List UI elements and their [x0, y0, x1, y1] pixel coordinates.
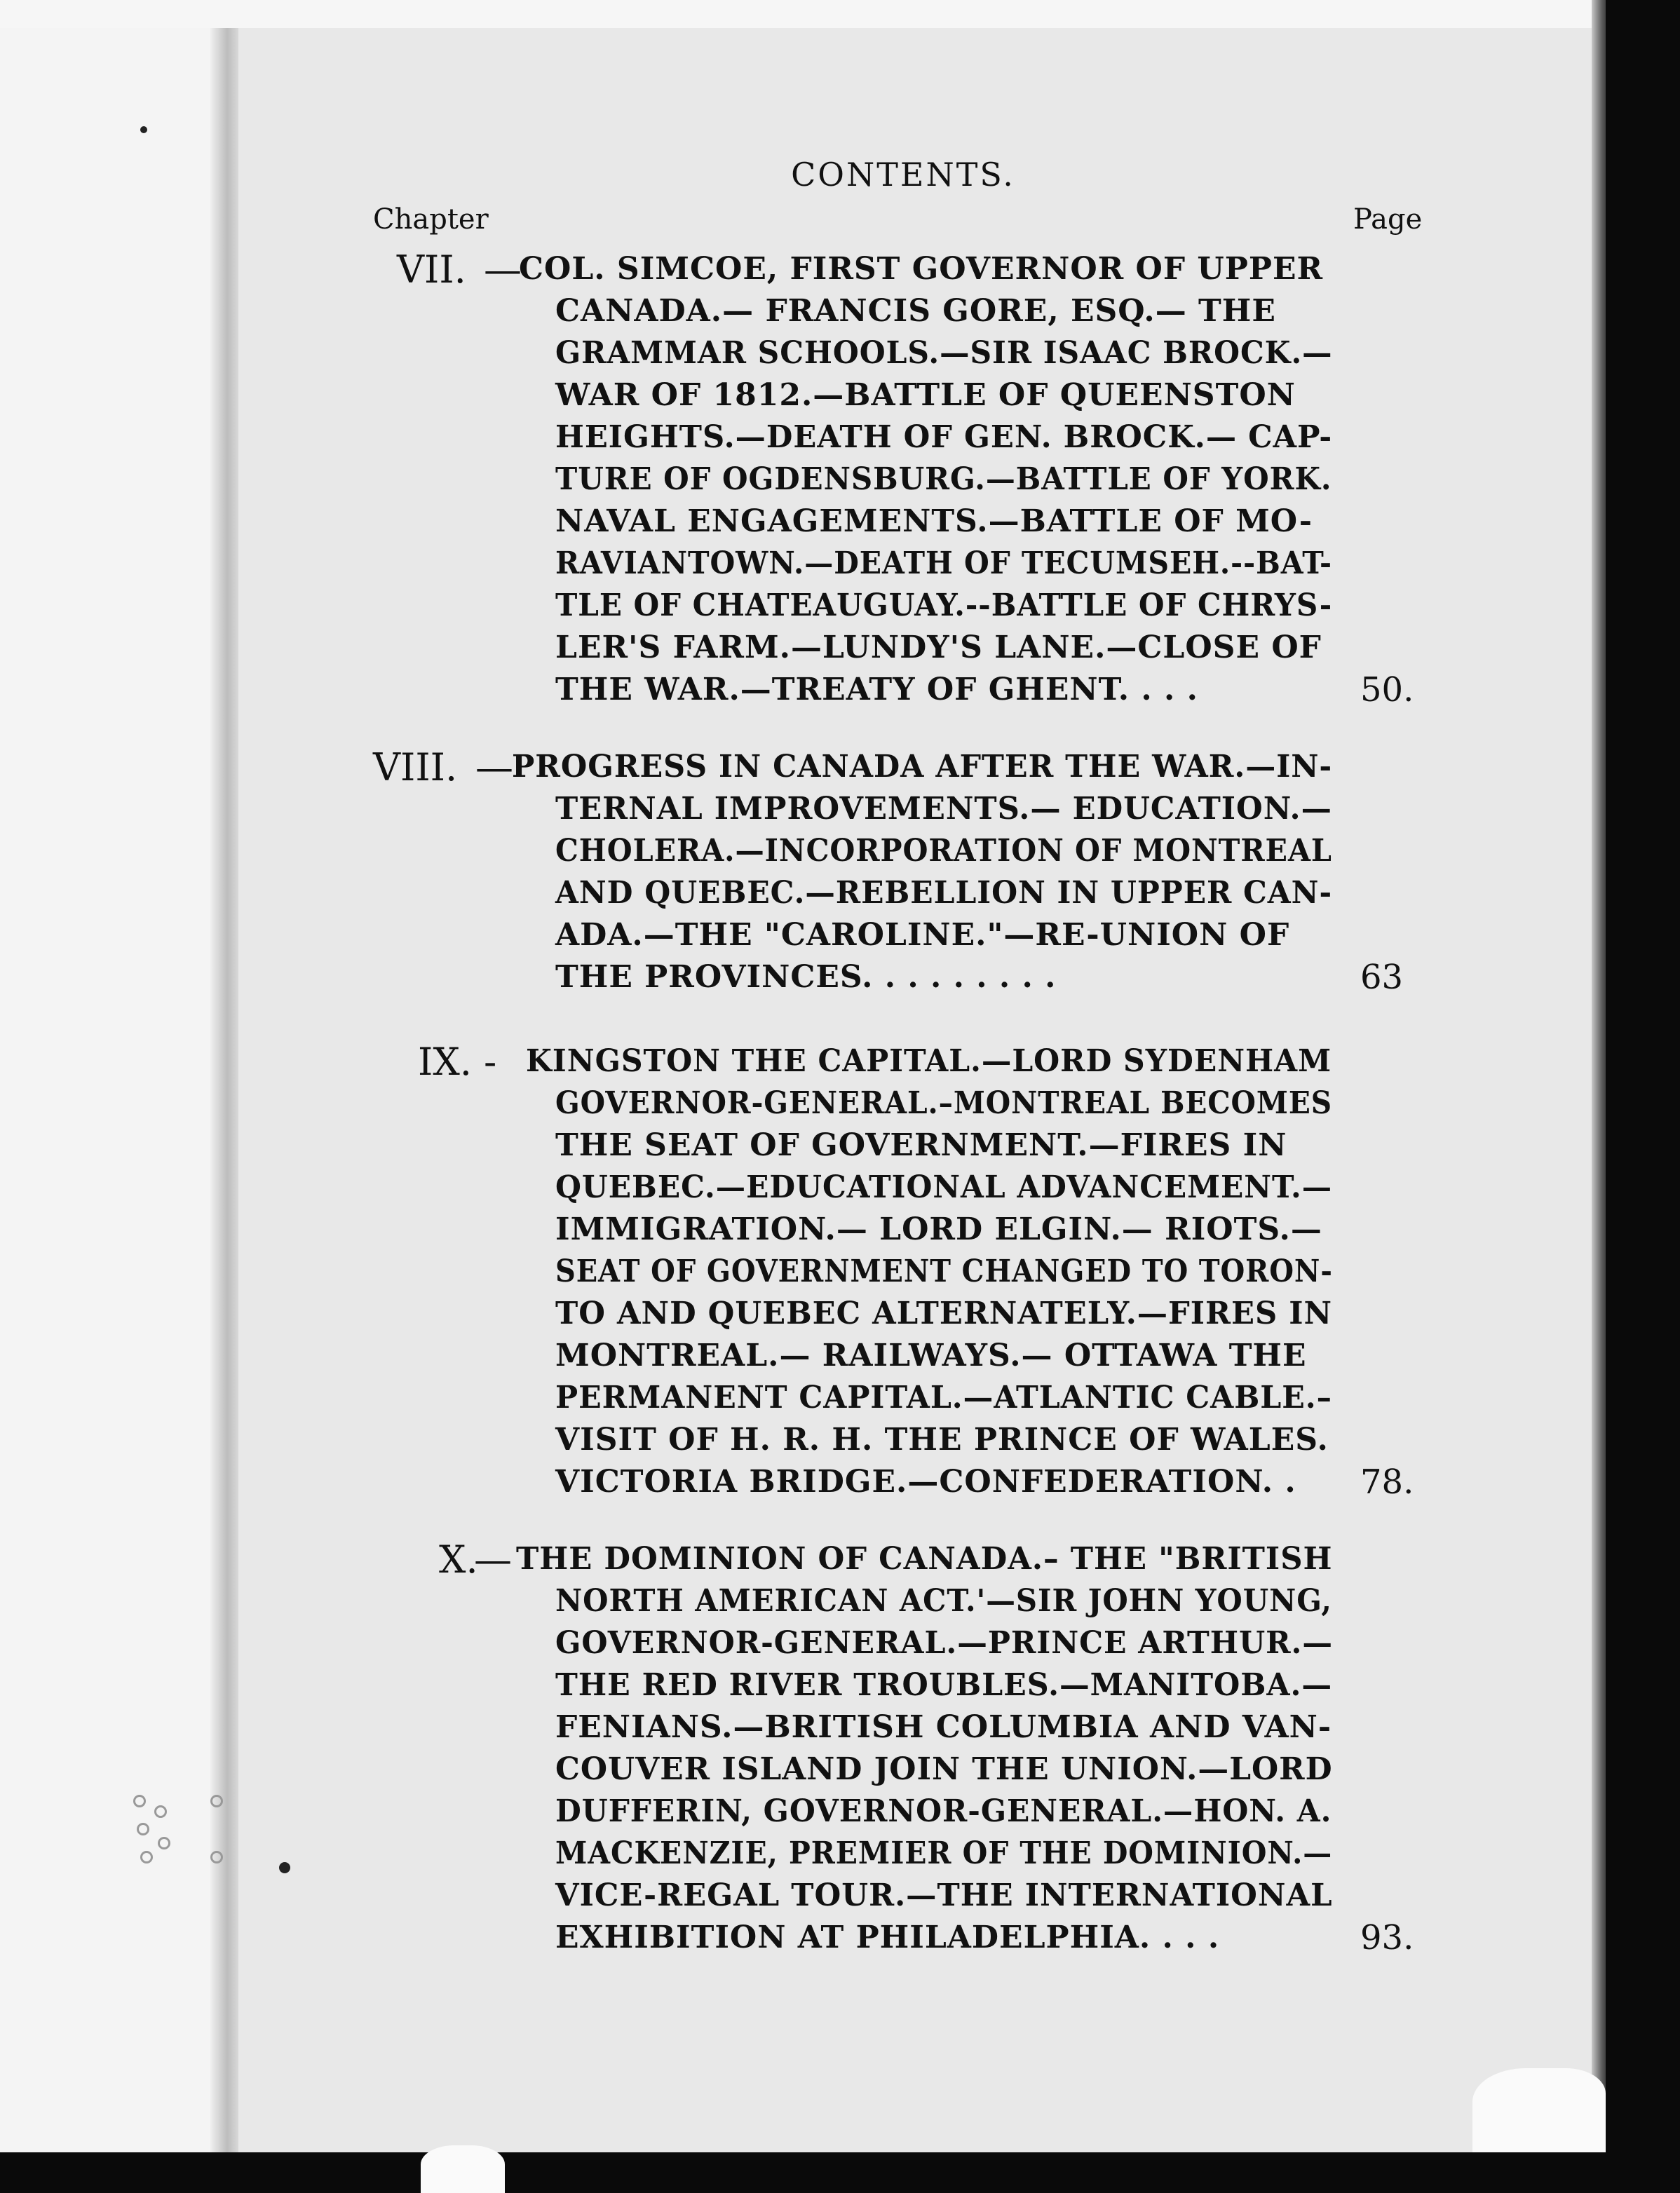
number-dash: —: [484, 247, 522, 292]
number-dash: —: [475, 745, 513, 789]
punch-hole-mark: [133, 1795, 146, 1807]
toc-line: TURE OF OGDENSBURG.—BATTLE OF YORK.: [555, 461, 1332, 497]
toc-line: CHOLERA.—INCORPORATION OF MONTREAL: [555, 833, 1332, 869]
toc-line: ADA.—THE "CAROLINE."—RE-UNION OF: [555, 917, 1290, 953]
chapter-number: X.: [439, 1537, 478, 1582]
page-gutter-shadow: [210, 0, 238, 2193]
scan-blot: [1472, 2068, 1606, 2152]
scan-margin-left: [0, 0, 226, 2193]
chapter-number: VII.: [397, 247, 466, 292]
toc-line: MACKENZIE, PREMIER OF THE DOMINION.—: [555, 1835, 1333, 1871]
toc-line: QUEBEC.—EDUCATIONAL ADVANCEMENT.—: [555, 1169, 1333, 1205]
toc-line: THE WAR.—TREATY OF GHENT. . . .: [555, 672, 1198, 707]
toc-line: TLE OF CHATEAUGUAY.--BATTLE OF CHRYS-: [555, 588, 1333, 623]
toc-line: THE DOMINION OF CANADA.– THE "BRITISH: [516, 1541, 1333, 1577]
page-number: 63: [1360, 958, 1404, 997]
toc-line: PROGRESS IN CANADA AFTER THE WAR.—IN-: [512, 749, 1333, 785]
toc-line: IMMIGRATION.— LORD ELGIN.— RIOTS.—: [555, 1211, 1322, 1247]
punch-hole-mark: [210, 1795, 223, 1807]
toc-line: TO AND QUEBEC ALTERNATELY.—FIRES IN: [555, 1296, 1333, 1331]
number-dash: —: [474, 1537, 512, 1582]
toc-line: GRAMMAR SCHOOLS.—SIR ISAAC BROCK.—: [555, 335, 1333, 371]
toc-line: THE PROVINCES. . . . . . . . .: [555, 959, 1057, 995]
page-title: CONTENTS.: [791, 156, 1015, 194]
punch-hole-mark: [158, 1837, 170, 1849]
toc-line: MONTREAL.— RAILWAYS.— OTTAWA THE: [555, 1338, 1307, 1373]
scan-speck: [279, 1862, 290, 1873]
toc-line: SEAT OF GOVERNMENT CHANGED TO TORON-: [555, 1254, 1333, 1289]
chapter-column-header: Chapter: [373, 203, 489, 236]
toc-line: AND QUEBEC.—REBELLION IN UPPER CAN-: [555, 875, 1333, 911]
scan-border-bottom: [0, 2152, 1680, 2193]
toc-line: THE SEAT OF GOVERNMENT.—FIRES IN: [555, 1127, 1287, 1163]
toc-line: WAR OF 1812.—BATTLE OF QUEENSTON: [555, 377, 1296, 413]
punch-hole-mark: [137, 1823, 149, 1835]
toc-line: HEIGHTS.—DEATH OF GEN. BROCK.— CAP-: [555, 419, 1333, 455]
toc-line: VICE-REGAL TOUR.—THE INTERNATIONAL: [555, 1878, 1333, 1913]
toc-line: FENIANS.—BRITISH COLUMBIA AND VAN-: [555, 1709, 1332, 1745]
scan-blot: [421, 2145, 505, 2193]
toc-line: DUFFERIN, GOVERNOR-GENERAL.—HON. A.: [555, 1793, 1332, 1829]
toc-line: LER'S FARM.—LUNDY'S LANE.—CLOSE OF: [555, 630, 1322, 665]
toc-line: KINGSTON THE CAPITAL.—LORD SYDENHAM: [526, 1043, 1332, 1079]
punch-hole-mark: [140, 1851, 153, 1863]
chapter-number: VIII.: [373, 745, 458, 789]
toc-line: NORTH AMERICAN ACT.'—SIR JOHN YOUNG,: [555, 1583, 1332, 1619]
toc-line: TERNAL IMPROVEMENTS.— EDUCATION.—: [555, 791, 1332, 827]
toc-line: VICTORIA BRIDGE.—CONFEDERATION. .: [555, 1464, 1296, 1500]
punch-hole-mark: [210, 1851, 223, 1863]
toc-line: GOVERNOR-GENERAL.–MONTREAL BECOMES: [555, 1085, 1333, 1121]
page-column-header: Page: [1353, 203, 1423, 236]
page-number: 78.: [1360, 1462, 1414, 1502]
toc-line: GOVERNOR-GENERAL.—PRINCE ARTHUR.—: [555, 1625, 1333, 1661]
toc-line: COL. SIMCOE, FIRST GOVERNOR OF UPPER: [519, 251, 1324, 287]
toc-line: RAVIANTOWN.—DEATH OF TECUMSEH.--BAT-: [555, 545, 1332, 581]
scan-border-right: [1606, 0, 1680, 2193]
scan-speck: [140, 126, 147, 133]
scan-margin-top: [0, 0, 1680, 28]
page-number: 93.: [1360, 1918, 1414, 1957]
toc-line: THE RED RIVER TROUBLES.—MANITOBA.—: [555, 1667, 1333, 1703]
toc-line: COUVER ISLAND JOIN THE UNION.—LORD: [555, 1751, 1333, 1787]
toc-line: NAVAL ENGAGEMENTS.—BATTLE OF MO-: [555, 503, 1313, 539]
page-number: 50.: [1360, 670, 1414, 710]
number-dash: -: [484, 1040, 497, 1084]
toc-line: VISIT OF H. R. H. THE PRINCE OF WALES.: [555, 1422, 1329, 1458]
toc-line: EXHIBITION AT PHILADELPHIA. . . .: [555, 1920, 1220, 1955]
punch-hole-mark: [154, 1805, 167, 1818]
toc-line: CANADA.— FRANCIS GORE, ESQ.— THE: [555, 293, 1276, 329]
chapter-number: IX.: [418, 1040, 472, 1084]
toc-line: PERMANENT CAPITAL.—ATLANTIC CABLE.–: [555, 1380, 1332, 1415]
